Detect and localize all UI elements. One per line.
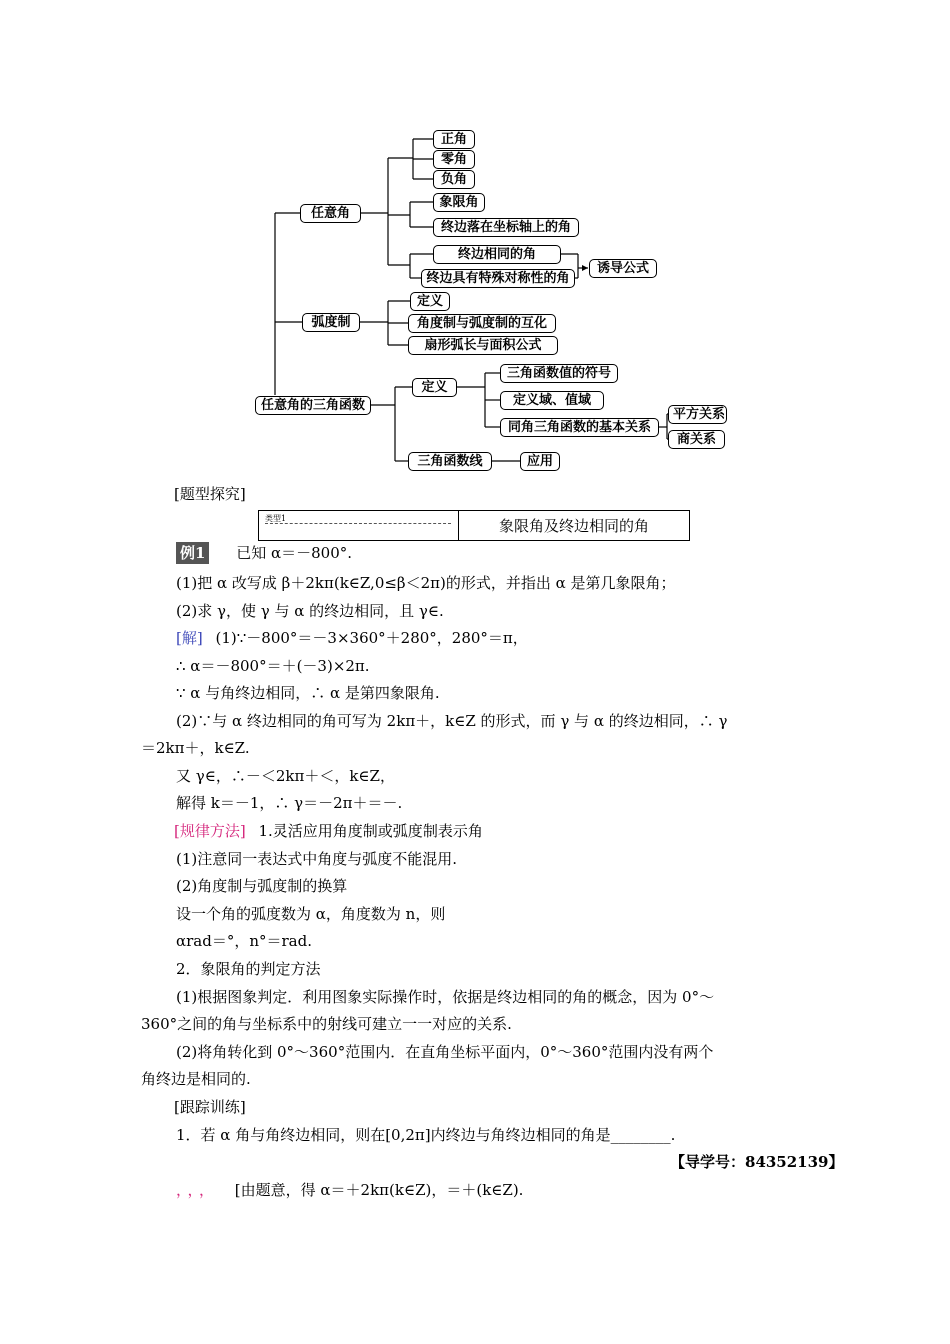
solution-l3: ∵ α 与角终边相同，∴ α 是第四象限角. (176, 684, 440, 702)
node-pingfang: 平方关系 (668, 405, 727, 424)
section-label: [题型探究] (174, 485, 246, 503)
node-hudu: 弧度制 (302, 313, 360, 332)
solution-l7: 解得 k＝－1，∴ γ＝－2π＋＝－. (176, 794, 403, 812)
solution-l1: (1)∵－800°＝－3×360°＋280°，280°＝π， (215, 629, 528, 647)
practice-label: [跟踪训练] (174, 1098, 246, 1116)
method-l3: (2)角度制与弧度制的换算 (176, 877, 348, 895)
node-huhua: 角度制与弧度制的互化 (408, 314, 556, 333)
node-xian: 三角函数线 (408, 452, 492, 471)
type-title: 象限角及终边相同的角 (498, 517, 649, 535)
method-l9: (2)将角转化到 0°～360°范围内．在直角坐标平面内，0°～360°范围内没有两个 (176, 1043, 714, 1061)
node-youdao: 诱导公式 (589, 259, 657, 278)
solution-line-1 (176, 627, 528, 649)
method-l10: 角终边是相同的. (141, 1070, 251, 1088)
practice-answer: [由题意，得 α＝＋2kπ(k∈Z)，＝＋(k∈Z). (234, 1181, 524, 1199)
practice-q1: 1．若 α 角与角终边相同，则在[0,2π]内终边与角终边相同的角是________. (176, 1126, 676, 1144)
method-label: [规律方法] (174, 822, 246, 840)
node-lingjiao: 零角 (433, 150, 475, 169)
type-divider (265, 523, 451, 524)
practice-answer-marks: ，，， (176, 1181, 219, 1199)
solution-l4: (2)∵与 α 终边相同的角可写为 2kπ＋，k∈Z 的形式，而 γ 与 α 的终边相同，∴ γ (176, 712, 728, 730)
type-box (258, 510, 690, 541)
node-fujiao: 负角 (433, 170, 475, 189)
node-dingyiyu: 定义域、值域 (500, 391, 604, 410)
example-badge-num: 1 (195, 544, 206, 562)
example-q2: (2)求 γ，使 γ 与 α 的终边相同，且 γ∈. (176, 602, 444, 620)
node-sanjiao: 任意角的三角函数 (255, 396, 371, 415)
node-shanxing: 扇形弧长与面积公式 (408, 336, 558, 355)
node-dingyi2: 定义 (412, 378, 457, 397)
diagram-connectors (0, 0, 950, 480)
practice-answer-line (176, 1179, 523, 1201)
method-l6: 2．象限角的判定方法 (176, 960, 321, 978)
node-shang: 商关系 (668, 430, 725, 449)
example-badge-char: 例 (180, 544, 196, 562)
node-zhoushang: 终边落在坐标轴上的角 (433, 218, 579, 237)
method-l1: 1.灵活应用角度制或弧度制表示角 (258, 822, 483, 840)
method-l2: (1)注意同一表达式中角度与弧度不能混用. (176, 850, 458, 868)
type-tag: 类型1 (265, 514, 287, 523)
method-l7: (1)根据图象判定．利用图象实际操作时，依据是终边相同的角的概念，因为 0°～ (176, 988, 715, 1006)
example-badge (176, 542, 209, 564)
node-teshu: 终边具有特殊对称性的角 (421, 269, 575, 288)
node-zhengjiao: 正角 (433, 130, 475, 149)
solution-l5: ＝2kπ＋，k∈Z. (141, 739, 250, 757)
node-renyijiao: 任意角 (300, 204, 361, 223)
method-l4: 设一个角的弧度数为 α，角度数为 n，则 (176, 905, 446, 923)
solution-label: [解] (176, 629, 203, 647)
example-q1: (1)把 α 改写成 β＋2kπ(k∈Z,0≤β＜2π)的形式，并指出 α 是第几象限角； (176, 574, 676, 592)
node-yingyong: 应用 (520, 452, 560, 471)
node-zhongbian: 终边相同的角 (433, 245, 561, 264)
node-dingyi1: 定义 (410, 292, 450, 311)
node-xiangxianjiao: 象限角 (433, 193, 485, 212)
example-statement: 已知 α＝－800°. (236, 544, 353, 562)
node-fuhao: 三角函数值的符号 (500, 364, 618, 383)
method-l5: αrad＝°，n°＝rad. (176, 932, 312, 950)
practice-ref: 【导学号：84352139】 (670, 1153, 844, 1171)
solution-l2: ∴ α＝－800°＝＋(－3)×2π. (176, 657, 370, 675)
node-tongjiao: 同角三角函数的基本关系 (500, 418, 659, 437)
method-l8: 360°之间的角与坐标系中的射线可建立一一对应的关系. (141, 1015, 512, 1033)
example-statement-line (176, 542, 352, 564)
solution-l6: 又 γ∈，∴－＜2kπ＋＜，k∈Z， (176, 767, 395, 785)
method-line-1 (174, 820, 483, 842)
